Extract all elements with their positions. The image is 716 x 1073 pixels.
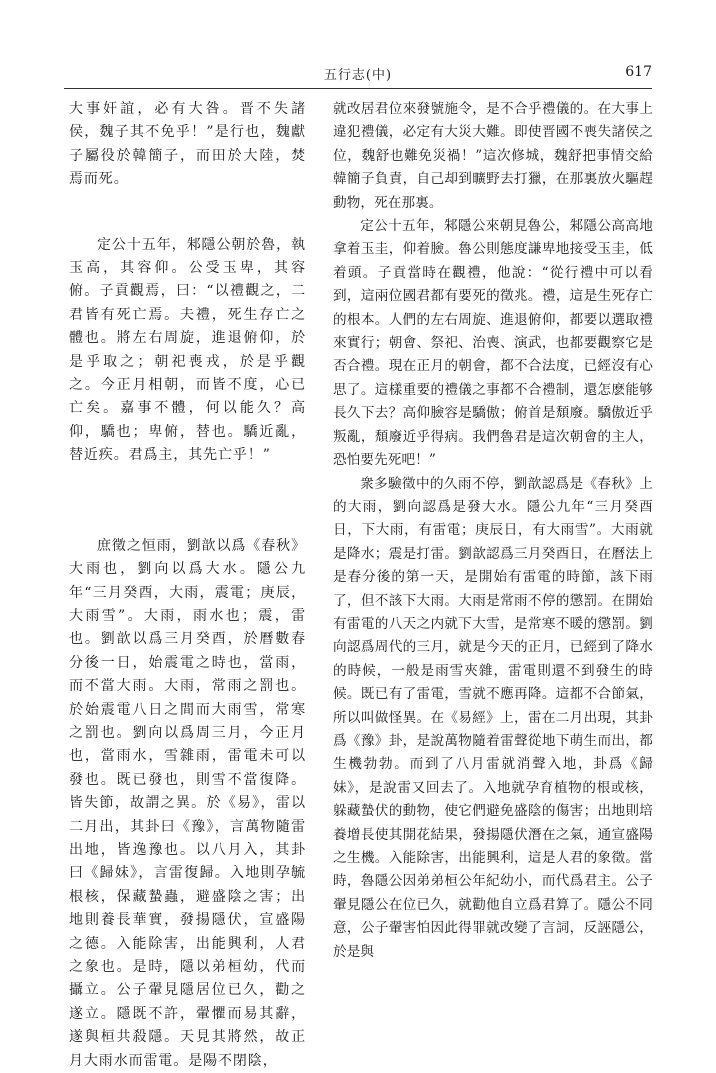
paragraph-spacer <box>69 192 306 234</box>
right-column-translation <box>333 98 653 964</box>
header-divider <box>64 88 652 89</box>
page-number: 617 <box>625 64 652 80</box>
left-paragraph-2: 定公十五年，邾隱公朝於魯，執玉高，其容仰。公受玉卑，其容俯。子貢觀焉，曰：“以禮觀之，二君皆有死亡焉。夫禮，死生存亡之體也。將左右周旋，進退俯仰，於是乎取之；朝祀喪戎，於是乎觀之。今正月相朝，而皆不度，心已亡矣。嘉事不體，何以能久？高仰，驕也；卑俯，替也。驕近亂，替近疾。君爲主，其先亡乎！” <box>69 236 306 464</box>
right-paragraph-1: 就改居君位來發號施令，是不合乎禮儀的。在大事上違犯禮儀，必定有大災大難。即使晋國不喪失諸侯之位，魏舒也難免災禍！”這次修城，魏舒把事情交給韓簡子負責，自己却到曠野去打獵，在那裏放火驅趕動物，死在那裏。 <box>333 101 653 211</box>
running-header-title: 五行志(中) <box>323 68 393 83</box>
left-paragraph-3: 庶徵之恒雨，劉歆以爲《春秋》大雨也，劉向以爲大水。隱公九年“三月癸酉，大雨，震電；庚辰，大雨雪”。大雨，雨水也；震，雷也。劉歆以爲三月癸酉，於曆數春分後一日，始震電之時也，當雨，而不當大雨。大雨，常雨之罰也。於始震電八日之間而大雨雪，常寒之罰也。劉向以爲周三月，今正月也，當雨水，雪雜雨，雷電未可以發也。既已發也，則雪不當復降。皆失節，故謂之異。於《易》，雷以二月出，其卦曰《豫》，言萬物隨雷出地，皆逸豫也。以八月入，其卦曰《歸妹》，言雷復歸。入地則孕毓根核，保藏蟄蟲，避盛陰之害；出地則養長華實，發揚隱伏，宣盛陽之德。入能除害，出能興利，人君之象也。是時，隱以弟桓幼，代而攝立。公子翬見隱居位已久，勸之遂立。隱既不許，翬懼而易其辭，遂與桓共殺隱。天見其將然，故正月大雨水而雷電。是陽不閉陰， <box>69 537 306 1069</box>
paragraph-spacer <box>69 468 306 535</box>
left-column-classical-text <box>69 98 306 1073</box>
right-paragraph-3: 衆多驗徵中的久雨不停，劉歆認爲是《春秋》上的大雨，劉向認爲是發大水。隱公九年“三月癸酉日，下大雨，有雷電；庚辰日，有大雨雪”。大雨就是降水；震是打雷。劉歆認爲三月癸酉日，在曆法上是春分後的第一天，是開始有雷電的時節，該下雨了，但不該下大雨。大雨是常雨不停的懲罰。在開始有雷電的八天之内就下大雪，是常寒不暖的懲罰。劉向認爲周代的三月，就是今天的正月，已經到了降水的時候，一般是雨雪夾雜，雷電則還不到發生的時候。既已有了雷電，雪就不應再降。這都不合節氣，所以叫做怪異。在《易經》上，雷在二月出現，其卦爲《豫》卦，是說萬物隨着雷聲從地下萌生而出，都生機勃勃。而到了八月雷就消聲入地，卦爲《歸妹》，是說雷又回去了。入地就孕育植物的根或核，躲藏蟄伏的動物，使它們避免盛陰的傷害；出地則培養增長使其開花結果，發揚隱伏潛在之氣，通宣盛陽之生機。入能除害，出能興利，這是人君的象徵。當時，魯隱公因弟弟桓公年紀幼小，而代爲君主。公子翬見隱公在位已久，就勸他自立爲君算了。隱公不同意，公子翬害怕因此得罪就改變了言詞，反誣隱公，於是與 <box>333 475 653 960</box>
left-paragraph-1: 大事奸誼，必有大咎。晋不失諸侯，魏子其不免乎！”是行也，魏獻子屬役於韓簡子，而田於大陸，焚焉而死。 <box>69 101 306 188</box>
right-paragraph-2: 定公十五年，邾隱公來朝見魯公，邾隱公高高地拿着玉圭，仰着臉。魯公則態度謙卑地接受玉圭，低着頭。子貢當時在觀禮，他說：“從行禮中可以看到，這兩位國君都有要死的徵兆。禮，這是生死存亡的根本。人們的左右周旋、進退俯仰，都要以選取禮來實行；朝會、祭祀、治喪、演武，也都要觀察它是否合禮。現在正月的朝會，都不合法度，已經沒有心思了。這樣重要的禮儀之事都不合禮制，還怎麽能够長久下去？高仰臉容是驕傲；俯首是頹廢。驕傲近乎叛亂，頹廢近乎得病。我們魯君是這次朝會的主人，恐怕要先死吧！” <box>333 218 653 469</box>
